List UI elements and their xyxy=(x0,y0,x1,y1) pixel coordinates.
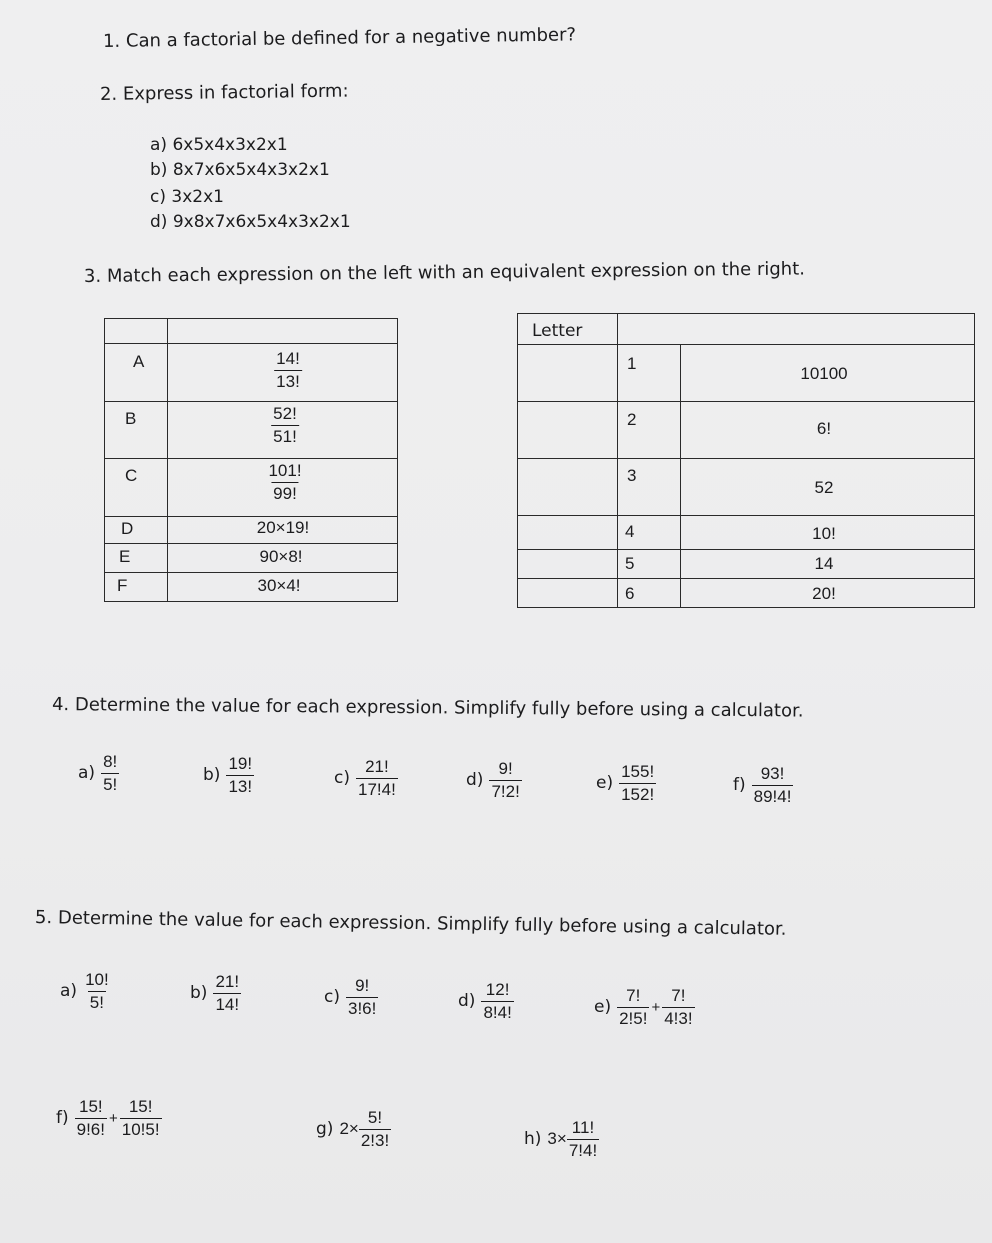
left-letter-f: F xyxy=(117,576,128,595)
right-value-6: 20! xyxy=(812,584,836,603)
numerator: 21! xyxy=(215,972,240,991)
q5-item-f xyxy=(56,1097,162,1139)
numerator: 15! xyxy=(128,1097,153,1116)
question-number: 4. xyxy=(51,694,70,716)
q4-item-a xyxy=(78,752,119,794)
q2-item-d: d) 9x8x7x6x5x4x3x2x1 xyxy=(150,212,351,232)
numerator: 52! xyxy=(273,404,297,423)
denominator: 14! xyxy=(215,994,240,1014)
right-number-2: 2 xyxy=(627,410,637,429)
denominator: 8!4! xyxy=(483,1002,512,1022)
question-text: Express in factorial form: xyxy=(122,80,349,105)
denominator: 51! xyxy=(273,426,297,446)
question-number: 2. xyxy=(99,83,118,105)
q5-item-d xyxy=(458,980,514,1022)
denominator: 4!3! xyxy=(664,1008,693,1028)
question-text: Determine the value for each expression. Simplify fully before using a calculator. xyxy=(74,694,804,722)
left-letter-a: A xyxy=(133,352,145,371)
plus-operator: + xyxy=(651,998,661,1016)
item-label: g) xyxy=(316,1119,334,1140)
item-label: c) xyxy=(324,987,340,1008)
numerator: 101! xyxy=(268,461,302,480)
right-number-5: 5 xyxy=(625,554,635,573)
denominator: 2!5! xyxy=(619,1008,648,1028)
q5-item-c xyxy=(324,976,378,1018)
item-label: a) xyxy=(60,981,78,1002)
denominator: 13! xyxy=(276,371,300,391)
q5-item-b xyxy=(190,972,241,1014)
denominator: 5! xyxy=(103,774,118,794)
numerator: 12! xyxy=(485,980,510,999)
numerator: 5! xyxy=(367,1108,383,1127)
numerator: 10! xyxy=(85,970,109,989)
question-number: 1. xyxy=(102,30,121,52)
question-2 xyxy=(100,81,349,105)
item-label: e) xyxy=(594,997,612,1018)
left-expr-f: 30×4! xyxy=(257,576,301,595)
multiplier: 2× xyxy=(339,1119,359,1139)
q4-item-b xyxy=(203,754,254,796)
denominator: 5! xyxy=(89,992,104,1012)
question-number: 3. xyxy=(83,265,102,287)
left-fraction-c xyxy=(266,461,303,503)
question-number: 5. xyxy=(34,907,53,929)
denominator: 152! xyxy=(621,784,655,804)
numerator: 8! xyxy=(103,752,118,771)
right-number-1: 1 xyxy=(627,354,637,373)
numerator: 21! xyxy=(365,757,389,776)
numerator: 19! xyxy=(228,754,253,773)
left-letter-c: C xyxy=(125,466,138,485)
denominator: 7!4! xyxy=(568,1140,598,1160)
question-4 xyxy=(52,694,804,722)
q4-item-d xyxy=(466,759,522,801)
item-label: c) xyxy=(334,768,350,789)
item-label: f) xyxy=(733,775,746,796)
right-value-1: 10100 xyxy=(800,364,848,383)
q4-item-e xyxy=(596,762,656,804)
q5-item-h xyxy=(524,1118,599,1160)
left-letter-d: D xyxy=(121,519,134,538)
denominator: 7!2! xyxy=(491,781,520,801)
denominator: 2!3! xyxy=(360,1130,390,1150)
q4-item-c xyxy=(334,757,398,799)
left-match-table xyxy=(104,318,398,602)
question-5 xyxy=(35,907,787,940)
denominator: 9!6! xyxy=(76,1119,105,1139)
denominator: 99! xyxy=(273,483,297,503)
item-label: b) xyxy=(203,765,221,786)
letter-header: Letter xyxy=(532,321,583,341)
right-value-3: 52 xyxy=(814,478,834,497)
denominator: 10!5! xyxy=(121,1119,160,1139)
q2-item-b: b) 8x7x6x5x4x3x2x1 xyxy=(150,160,330,180)
left-fraction-b xyxy=(271,404,299,446)
question-text: Can a factorial be defined for a negative number? xyxy=(125,24,577,52)
denominator: 89!4! xyxy=(753,786,792,806)
right-value-5: 14 xyxy=(814,554,834,573)
numerator: 7! xyxy=(626,986,641,1005)
item-label: a) xyxy=(78,763,96,784)
left-expr-d: 20×19! xyxy=(256,518,310,537)
item-label: e) xyxy=(596,773,614,794)
q5-item-a xyxy=(60,970,111,1012)
item-label: d) xyxy=(466,770,484,791)
denominator: 13! xyxy=(228,776,253,796)
numerator: 15! xyxy=(78,1097,103,1116)
q2-item-c: c) 3x2x1 xyxy=(150,187,224,207)
right-number-6: 6 xyxy=(625,584,635,603)
right-value-2: 6! xyxy=(816,419,832,438)
plus-operator: + xyxy=(108,1109,118,1127)
numerator: 11! xyxy=(571,1118,595,1137)
numerator: 7! xyxy=(671,986,686,1005)
right-number-3: 3 xyxy=(627,466,637,485)
left-letter-b: B xyxy=(125,409,137,428)
q2-item-a: a) 6x5x4x3x2x1 xyxy=(150,135,288,155)
numerator: 155! xyxy=(621,762,655,781)
multiplier: 3× xyxy=(547,1129,567,1149)
right-match-table xyxy=(517,313,975,608)
right-number-4: 4 xyxy=(625,522,635,541)
numerator: 9! xyxy=(355,976,370,995)
q5-item-g xyxy=(316,1108,391,1150)
q5-item-e xyxy=(594,986,695,1028)
item-label: d) xyxy=(458,991,476,1012)
item-label: h) xyxy=(524,1129,542,1150)
left-letter-e: E xyxy=(119,547,131,566)
denominator: 3!6! xyxy=(347,998,377,1018)
q4-item-f xyxy=(733,764,793,806)
left-fraction-a xyxy=(274,349,302,391)
question-3 xyxy=(84,258,805,287)
item-label: b) xyxy=(190,983,208,1004)
item-label: f) xyxy=(56,1108,69,1129)
question-1 xyxy=(103,24,576,52)
numerator: 9! xyxy=(498,759,513,778)
right-value-4: 10! xyxy=(812,524,836,543)
numerator: 93! xyxy=(760,764,785,783)
numerator: 14! xyxy=(276,349,300,368)
left-expr-e: 90×8! xyxy=(259,547,303,566)
question-text: Determine the value for each expression. Simplify fully before using a calculator. xyxy=(57,907,787,940)
denominator: 17!4! xyxy=(357,779,396,799)
question-text: Match each expression on the left with an equivalent expression on the right. xyxy=(106,258,806,287)
